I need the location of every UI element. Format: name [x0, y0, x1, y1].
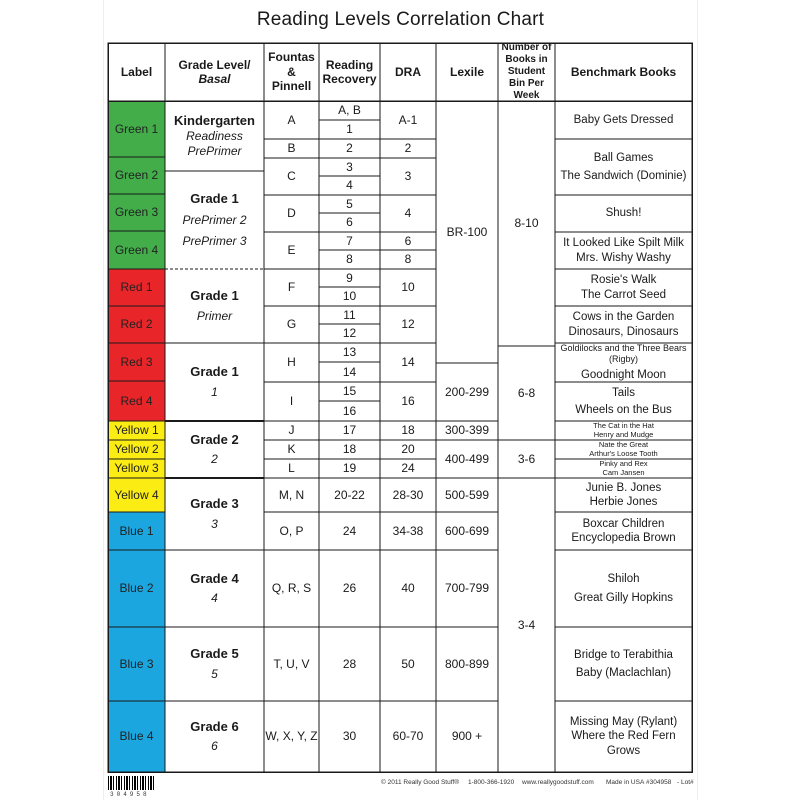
benchmark-title: Herbie Jones [589, 496, 658, 508]
footer-made-in: Made in USA [606, 779, 645, 786]
label-text: Yellow 3 [114, 461, 159, 475]
grade-title: Grade 1 [190, 190, 239, 206]
benchmark-title: Shiloh [607, 573, 640, 586]
grade-title: Grade 3 [190, 496, 239, 512]
rr-cell: 28 [342, 656, 357, 671]
benchmark-title: Goodnight Moon [580, 368, 667, 381]
benchmark-title: Cam Jansen [602, 467, 645, 477]
label-text: Red 3 [120, 354, 153, 369]
lexile-cell: 800-899 [444, 656, 490, 671]
rr-cell: 6 [346, 215, 353, 229]
rr-cell: 3 [346, 159, 353, 174]
grade-line: 1 [211, 384, 218, 399]
dra-cell: 20 [401, 442, 415, 456]
fp-cell: Q, R, S [271, 581, 312, 595]
dra-cell: 28-30 [392, 487, 424, 502]
grade-line: PrePrimer [187, 144, 242, 159]
lexile-cell: 900 + [451, 729, 483, 743]
footer-url: www.reallygoodstuff.com [522, 779, 594, 786]
books-cell: 3-6 [517, 451, 536, 466]
dra-cell: 3 [404, 169, 412, 183]
label-text: Red 2 [120, 317, 153, 331]
dra-cell: 2 [404, 141, 412, 155]
benchmark-title: Encyclopedia Brown [571, 532, 676, 544]
label-text: Yellow 1 [114, 423, 159, 437]
benchmark-title: The Sandwich (Dominie) [560, 170, 687, 182]
benchmark-title: Cows in the Garden [572, 311, 675, 324]
dra-cell: 16 [401, 394, 415, 408]
grade-title: Kindergarten [174, 112, 255, 128]
grade-line: 5 [211, 666, 218, 681]
benchmark-title: Baby Gets Dressed [573, 113, 674, 126]
rr-cell: 26 [342, 581, 357, 595]
books-cell: 6-8 [517, 385, 536, 400]
benchmark-title: Bridge to Terabithia [574, 648, 673, 661]
label-text: Green 4 [114, 242, 159, 257]
benchmark-title: Great Gilly Hopkins [573, 591, 674, 604]
dra-cell: 12 [401, 317, 415, 331]
rr-cell: 18 [342, 442, 357, 456]
benchmark-title: Tails [611, 387, 635, 400]
grade-line: 3 [211, 516, 218, 531]
rr-cell: 4 [346, 178, 353, 192]
grade-title: Grade 2 [190, 431, 239, 447]
benchmark-title: Boxcar Children [582, 517, 665, 530]
rr-cell: 1 [346, 122, 353, 136]
books-cell: 8-10 [514, 216, 539, 230]
header-grade-bottom: Basal [198, 72, 231, 86]
fp-cell: A [287, 112, 296, 127]
barcode-number: 304958 [110, 791, 150, 798]
label-text: Green 2 [114, 168, 159, 182]
benchmark-title: Dinosaurs, Dinosaurs [568, 325, 679, 338]
lexile-cell: 600-699 [444, 523, 490, 538]
lexile-cell: 500-599 [444, 487, 490, 502]
header-fountas-pinnell: Fountas & Pinnell [268, 50, 315, 94]
books-cell: 3-4 [517, 617, 536, 632]
label-text: Green 3 [114, 205, 159, 219]
grade-title: Grade 6 [190, 718, 239, 734]
rr-cell: 13 [342, 345, 357, 359]
dra-cell: 34-38 [392, 523, 424, 538]
label-text: Red 1 [120, 280, 153, 294]
rr-cell: 9 [346, 270, 353, 285]
lexile-cell: 400-499 [444, 451, 490, 466]
fp-cell: B [287, 141, 296, 155]
footer-copyright: © 2011 Really Good Stuff® [381, 779, 459, 786]
header-dra: DRA [395, 64, 421, 79]
rr-cell: 10 [342, 289, 357, 303]
footer-lot: - Lot# [677, 779, 694, 786]
benchmark-title: The Carrot Seed [580, 288, 666, 301]
lexile-cell: 200-299 [444, 384, 490, 399]
rr-cell: 17 [342, 423, 357, 437]
header-lexile: Lexile [449, 64, 485, 79]
fp-cell: J [288, 423, 295, 437]
dra-cell: 8 [404, 252, 412, 266]
header-benchmark-books: Benchmark Books [570, 64, 677, 79]
benchmark-title: Goldilocks and the Three Bears (Rigby) [560, 343, 687, 365]
fp-cell: I [289, 394, 294, 408]
fp-cell: L [288, 461, 295, 475]
fp-cell: M, N [278, 487, 305, 502]
rr-cell: 14 [342, 364, 357, 379]
benchmark-title: Where the Red Fern Grows [571, 730, 676, 757]
lexile-cell: BR-100 [446, 224, 488, 239]
rr-cell: 30 [342, 729, 357, 743]
benchmark-title: The Cat in the Hat [593, 420, 654, 430]
header-label: Label [120, 64, 153, 79]
benchmark-title: Missing May (Rylant) [569, 715, 678, 728]
benchmark-title: Junie B. Jones [585, 481, 662, 494]
rr-cell: 2 [346, 141, 353, 155]
lexile-cell: 300-399 [444, 423, 490, 437]
footer-phone: 1-800-366-1920 [468, 779, 515, 786]
rr-cell: 7 [346, 233, 353, 248]
benchmark-title: Mrs. Wishy Washy [576, 251, 671, 264]
grade-line: 6 [211, 739, 218, 754]
fp-cell: W, X, Y, Z [265, 729, 318, 743]
header-reading-recovery: Reading Recovery [322, 57, 377, 86]
rr-cell: 20-22 [334, 487, 365, 502]
rr-cell: 12 [342, 326, 357, 340]
fp-cell: G [286, 317, 297, 331]
grade-line: 4 [211, 591, 218, 606]
label-text: Blue 4 [119, 729, 154, 743]
footer-item-number: #304958 [646, 779, 672, 786]
label-text: Green 1 [114, 121, 159, 136]
label-text: Blue 1 [119, 523, 154, 538]
benchmark-title: Nate the Great [598, 439, 649, 449]
rr-cell: 11 [343, 307, 356, 322]
label-text: Yellow 2 [114, 442, 159, 456]
dra-cell: 4 [404, 206, 412, 220]
dra-cell: 60-70 [392, 729, 424, 743]
rr-cell: 19 [342, 461, 357, 475]
benchmark-title: Pinky and Rex [599, 458, 648, 468]
grade-line: Primer [196, 308, 233, 323]
label-text: Red 4 [120, 393, 153, 408]
dra-cell: 18 [401, 423, 415, 437]
dra-cell: 40 [401, 581, 415, 595]
benchmark-title: Rosie's Walk [590, 274, 657, 287]
fp-cell: H [287, 355, 296, 369]
grade-title: Grade 4 [190, 570, 239, 586]
barcode-icon [108, 776, 154, 790]
benchmark-title: It Looked Like Spilt Milk [563, 237, 684, 250]
dra-cell: 6 [404, 233, 412, 248]
fp-cell: T, U, V [273, 656, 310, 671]
rr-cell: 15 [342, 384, 357, 398]
grade-title: Grade 1 [190, 288, 239, 304]
rr-cell: 24 [342, 523, 357, 538]
fp-cell: C [287, 169, 296, 183]
label-text: Yellow 4 [114, 487, 159, 502]
chart-title: Reading Levels Correlation Chart [256, 9, 545, 30]
grade-title: Grade 1 [190, 364, 239, 380]
benchmark-title: Shush! [605, 207, 642, 220]
header-grade-top: Grade Level/ [178, 57, 251, 72]
fp-cell: D [287, 206, 296, 220]
benchmark-title: Baby (Maclachlan) [575, 667, 672, 679]
grade-line: PrePrimer 3 [182, 234, 247, 249]
fp-cell: K [287, 442, 296, 456]
dra-cell: 24 [401, 461, 415, 475]
grade-line: PrePrimer 2 [182, 213, 247, 228]
dra-cell: 14 [401, 355, 415, 369]
rr-cell: 16 [342, 403, 357, 418]
benchmark-title: Henry and Mudge [593, 429, 654, 439]
rr-cell: A, B [338, 103, 361, 117]
grade-title: Grade 5 [190, 646, 239, 662]
benchmark-title: Wheels on the Bus [575, 403, 672, 416]
rr-cell: 8 [346, 252, 353, 266]
header-books-per-week: Number of Books in Student Bin Per Week [501, 42, 552, 101]
benchmark-title: Arthur's Loose Tooth [589, 448, 658, 458]
grade-line: 2 [211, 452, 218, 467]
rr-cell: 5 [346, 196, 353, 211]
dra-cell: 10 [401, 280, 415, 294]
benchmark-title: Ball Games [593, 151, 654, 164]
label-text: Blue 2 [119, 581, 154, 595]
dra-cell: 50 [401, 656, 415, 671]
grade-line: Readiness [186, 129, 243, 144]
label-text: Blue 3 [119, 656, 154, 671]
fp-cell: E [287, 243, 296, 257]
fp-cell: F [287, 280, 296, 294]
dra-cell: A-1 [398, 112, 418, 127]
fp-cell: O, P [279, 523, 304, 538]
lexile-cell: 700-799 [444, 581, 490, 595]
